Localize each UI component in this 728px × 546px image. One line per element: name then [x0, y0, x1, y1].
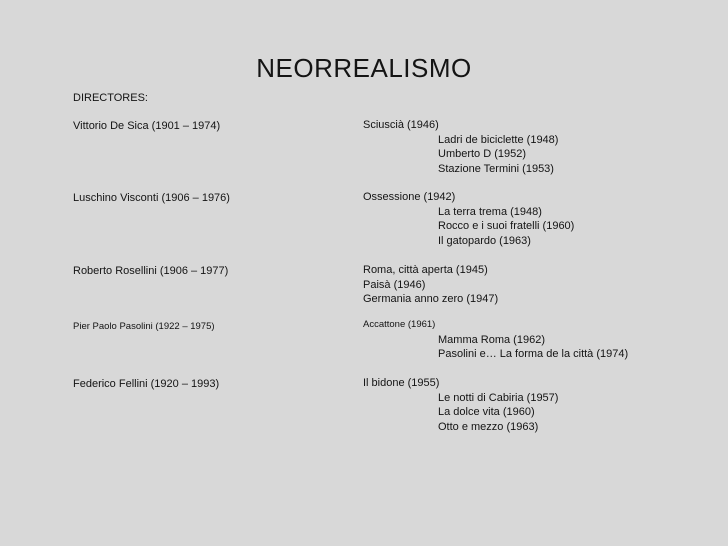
film-title: Sciuscià (1946): [363, 119, 439, 131]
film-title: Accattone (1961): [363, 319, 436, 330]
director-visconti: Luschino Visconti (1906 – 1976): [73, 192, 230, 204]
films-visconti: [363, 190, 574, 248]
film-title: Mamma Roma (1962): [438, 333, 545, 346]
film-title: Il bidone (1955): [363, 377, 440, 389]
film-title: Roma, città aperta (1945): [363, 264, 488, 276]
director-fellini: Federico Fellini (1920 – 1993): [73, 378, 220, 390]
films-de-sica: [363, 118, 558, 176]
film-title: Pasolini e… La forma de la città (1974): [438, 348, 629, 361]
film-title: Ossessione (1942): [363, 191, 456, 203]
film-title: Il gatopardo (1963): [438, 234, 531, 247]
film-title: Stazione Termini (1953): [438, 162, 554, 175]
film-title: Ladri de biciclette (1948): [438, 133, 559, 146]
film-title: Otto e mezzo (1963): [438, 420, 539, 433]
film-title: La terra trema (1948): [438, 205, 542, 218]
film-title: Paisà (1946): [363, 278, 426, 291]
film-title: Umberto D (1952): [438, 148, 527, 161]
director-rosellini: Roberto Rosellini (1906 – 1977): [73, 265, 229, 277]
directors-heading: DIRECTORES:: [73, 92, 148, 104]
film-title: Germania anno zero (1947): [363, 293, 499, 306]
director-de-sica: Vittorio De Sica (1901 – 1974): [73, 120, 221, 132]
film-title: Le notti di Cabiria (1957): [438, 391, 559, 404]
films-fellini: [363, 376, 558, 434]
film-title: La dolce vita (1960): [438, 406, 535, 419]
films-rosellini: [363, 263, 498, 307]
slide-title: NEORREALISMO: [256, 53, 472, 83]
film-title: Rocco e i suoi fratelli (1960): [438, 220, 575, 233]
director-pasolini: Pier Paolo Pasolini (1922 – 1975): [73, 321, 215, 332]
films-pasolini: [363, 318, 628, 362]
